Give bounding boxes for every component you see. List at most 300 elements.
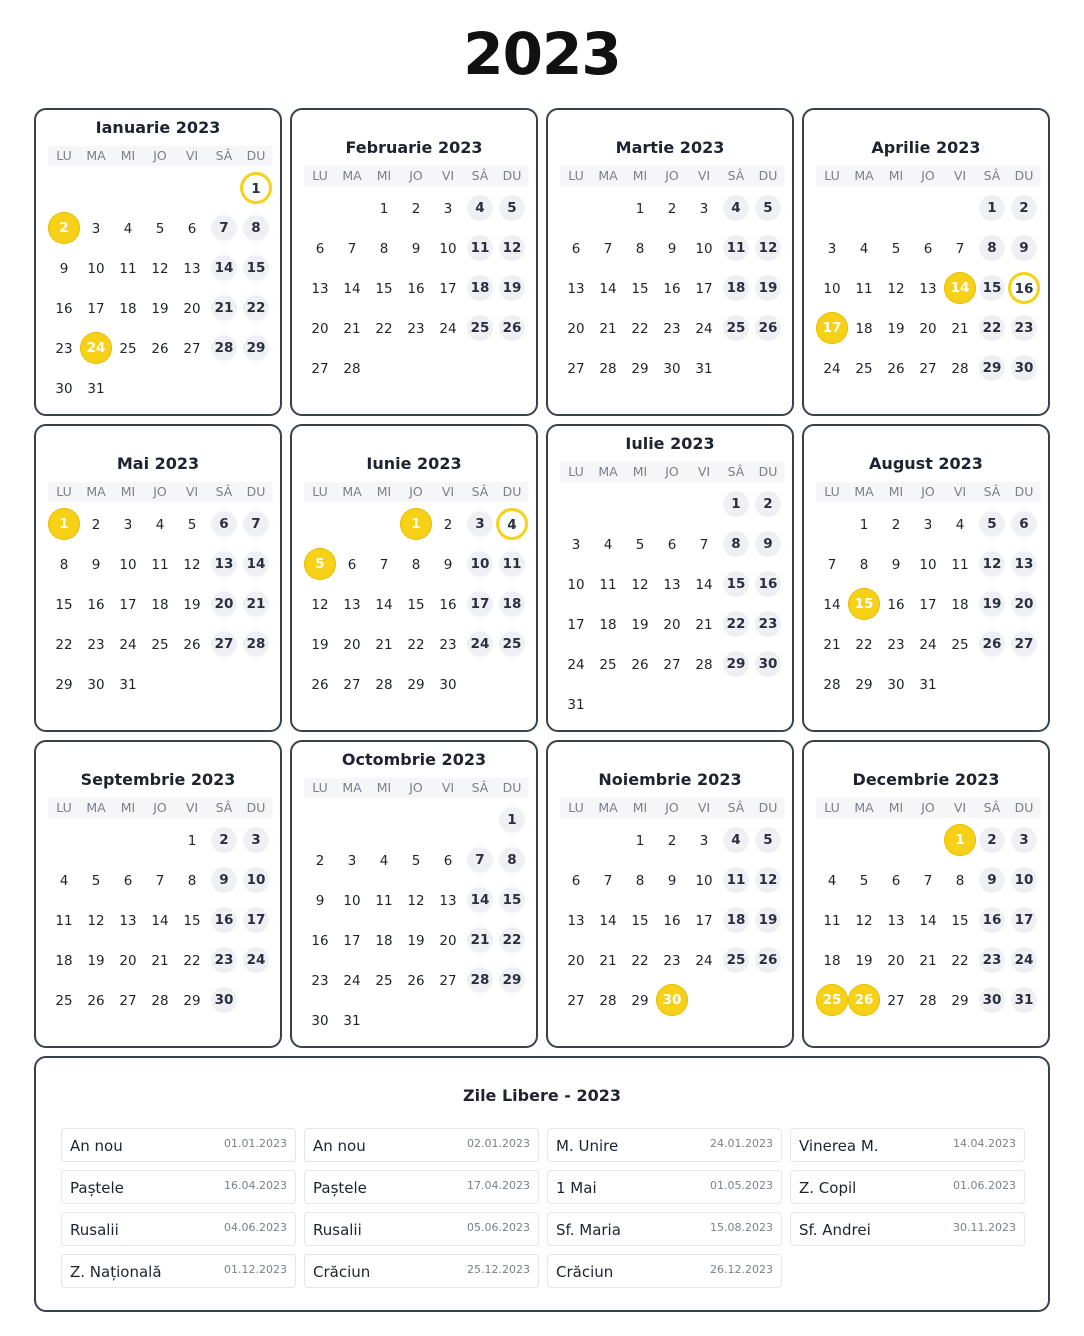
day-cell (880, 906, 912, 936)
weekend-day (240, 254, 272, 284)
weekday-label: MI (376, 168, 392, 183)
weekday-label: MA (854, 168, 874, 183)
day-number: 26 (499, 315, 525, 341)
day-number: 24 (439, 321, 457, 337)
day-cell (816, 354, 848, 384)
day-cell (304, 886, 336, 916)
weekday-label: JO (409, 780, 423, 795)
day-cell (304, 1006, 336, 1036)
day-cell (624, 234, 656, 264)
weekend-day (752, 906, 784, 936)
day-number: 11 (823, 913, 841, 929)
day-cell (656, 946, 688, 976)
day-cell (80, 946, 112, 976)
day-number: 24 (695, 953, 713, 969)
holiday-day (816, 986, 848, 1016)
day-number: 22 (631, 321, 649, 337)
day-number: 12 (755, 867, 781, 893)
weekend-day (752, 234, 784, 264)
day-number: 24 (119, 637, 137, 653)
day-number: 21 (919, 953, 937, 969)
day-number: 22 (55, 637, 73, 653)
day-number: 12 (631, 577, 649, 593)
weekday-label: SÂ (471, 780, 489, 795)
weekend-day (208, 294, 240, 324)
day-number: 12 (183, 557, 201, 573)
month-title: August 2023 (869, 454, 983, 473)
weekend-day (976, 826, 1008, 856)
day-number: 29 (979, 355, 1005, 381)
day-cell (592, 906, 624, 936)
day-number: 23 (663, 953, 681, 969)
day-number: 30 (211, 987, 237, 1013)
day-cell (368, 630, 400, 660)
day-cell (592, 986, 624, 1016)
day-number: 26 (979, 631, 1005, 657)
day-number: 2 (211, 827, 237, 853)
day-cell (144, 510, 176, 540)
day-cell (944, 314, 976, 344)
day-number: 7 (827, 557, 837, 573)
weekday-header (304, 166, 528, 186)
day-number: 22 (375, 321, 393, 337)
day-number: 31 (119, 677, 137, 693)
holiday-day (48, 510, 80, 540)
weekday-label: LU (56, 484, 72, 499)
day-cell (48, 374, 80, 404)
weekend-day (208, 826, 240, 856)
weekend-day (496, 234, 528, 264)
day-number: 20 (343, 637, 361, 653)
day-number: 9 (979, 867, 1005, 893)
day-number: 16 (211, 907, 237, 933)
day-cell (592, 570, 624, 600)
day-number: 26 (311, 677, 329, 693)
day-number: 8 (243, 215, 269, 241)
day-cell (880, 550, 912, 580)
day-number: 24 (467, 631, 493, 657)
day-cell (560, 866, 592, 896)
weekend-day (208, 630, 240, 660)
weekday-label: SÂ (215, 148, 233, 163)
weekday-label: VI (697, 168, 711, 183)
weekday-header (304, 778, 528, 798)
holiday-item (304, 1128, 539, 1162)
day-number: 30 (55, 381, 73, 397)
day-number: 25 (816, 984, 848, 1016)
day-cell (336, 550, 368, 580)
day-cell (48, 550, 80, 580)
day-number: 13 (663, 577, 681, 593)
weekend-day (240, 214, 272, 244)
weekday-label: SÂ (983, 168, 1001, 183)
day-cell (688, 906, 720, 936)
day-cell (848, 630, 880, 660)
day-cell (560, 234, 592, 264)
day-cell (432, 630, 464, 660)
day-number: 28 (243, 631, 269, 657)
weekday-label: JO (921, 800, 935, 815)
holiday-item (790, 1212, 1025, 1246)
weekend-day (496, 966, 528, 996)
weekday-label: MI (888, 800, 904, 815)
weekend-day (240, 826, 272, 856)
day-number: 12 (855, 913, 873, 929)
weekend-day (1008, 234, 1040, 264)
day-cell (304, 314, 336, 344)
weekday-label: DU (502, 780, 522, 795)
day-cell (880, 234, 912, 264)
weekday-header (816, 166, 1040, 186)
weekend-day (240, 906, 272, 936)
day-number: 1 (240, 172, 272, 204)
day-cell (912, 866, 944, 896)
day-number: 26 (887, 361, 905, 377)
weekend-day (720, 570, 752, 600)
day-cell (432, 926, 464, 956)
day-number: 1 (859, 517, 869, 533)
day-number: 15 (631, 913, 649, 929)
day-cell (112, 334, 144, 364)
weekday-label: VI (697, 800, 711, 815)
day-number: 19 (755, 275, 781, 301)
day-cell (368, 274, 400, 304)
day-number: 1 (635, 833, 645, 849)
day-number: 2 (411, 201, 421, 217)
day-cell (368, 670, 400, 700)
day-cell (368, 886, 400, 916)
holiday-item (547, 1254, 782, 1288)
day-number: 11 (55, 913, 73, 929)
day-number: 13 (439, 893, 457, 909)
day-number: 12 (407, 893, 425, 909)
holiday-day (944, 826, 976, 856)
day-number: 25 (151, 637, 169, 653)
day-cell (112, 946, 144, 976)
day-cell (400, 886, 432, 916)
holiday-item (61, 1254, 296, 1288)
day-number: 15 (55, 597, 73, 613)
day-number: 1 (944, 824, 976, 856)
day-number: 7 (955, 241, 965, 257)
day-cell (336, 1006, 368, 1036)
weekday-header (48, 146, 272, 166)
day-number: 2 (891, 517, 901, 533)
weekend-day (208, 906, 240, 936)
day-cell (912, 234, 944, 264)
month-card (546, 424, 794, 732)
holiday-weekend-day (1008, 274, 1040, 304)
day-number: 29 (499, 967, 525, 993)
month-title: Martie 2023 (615, 138, 725, 157)
day-cell (112, 294, 144, 324)
day-number: 24 (1011, 947, 1037, 973)
day-number: 3 (923, 517, 933, 533)
day-cell (432, 510, 464, 540)
day-cell (560, 986, 592, 1016)
day-cell (336, 354, 368, 384)
day-cell (336, 314, 368, 344)
day-number: 4 (467, 195, 493, 221)
day-number: 1 (379, 201, 389, 217)
day-cell (80, 510, 112, 540)
weekend-day (976, 274, 1008, 304)
day-number: 30 (311, 1013, 329, 1029)
day-cell (48, 294, 80, 324)
month-card (290, 740, 538, 1048)
day-cell (432, 886, 464, 916)
day-cell (144, 294, 176, 324)
holiday-item (304, 1170, 539, 1204)
day-cell (560, 690, 592, 720)
day-cell (848, 550, 880, 580)
weekday-label: DU (758, 464, 778, 479)
day-cell (624, 530, 656, 560)
weekend-day (1008, 354, 1040, 384)
holiday-item (547, 1128, 782, 1162)
day-number: 2 (443, 517, 453, 533)
day-number: 16 (663, 281, 681, 297)
day-cell (560, 570, 592, 600)
day-number: 22 (723, 611, 749, 637)
day-number: 16 (407, 281, 425, 297)
holiday-day (848, 986, 880, 1016)
day-number: 14 (375, 597, 393, 613)
day-number: 27 (343, 677, 361, 693)
day-number: 9 (667, 873, 677, 889)
weekend-day (496, 590, 528, 620)
day-cell (880, 510, 912, 540)
day-number: 28 (951, 361, 969, 377)
month-card (546, 108, 794, 416)
weekday-label: MI (376, 780, 392, 795)
day-number: 20 (183, 301, 201, 317)
holiday-date: 01.06.2023 (953, 1179, 1016, 1192)
day-number: 17 (243, 907, 269, 933)
day-number: 27 (887, 993, 905, 1009)
day-cell (112, 866, 144, 896)
day-number: 10 (919, 557, 937, 573)
weekday-label: MA (598, 464, 618, 479)
day-number: 8 (979, 235, 1005, 261)
day-cell (144, 334, 176, 364)
weekend-day (496, 550, 528, 580)
weekday-label: MI (888, 484, 904, 499)
day-number: 7 (347, 241, 357, 257)
day-number: 20 (211, 591, 237, 617)
day-number: 29 (723, 651, 749, 677)
weekend-day (240, 866, 272, 896)
day-number: 9 (411, 241, 421, 257)
day-number: 10 (439, 241, 457, 257)
weekend-day (1008, 986, 1040, 1016)
weekend-day (240, 946, 272, 976)
day-number: 9 (59, 261, 69, 277)
day-number: 14 (343, 281, 361, 297)
day-number: 14 (919, 913, 937, 929)
month-title: Mai 2023 (116, 454, 200, 473)
day-number: 18 (823, 953, 841, 969)
holiday-name: Z. Națională (70, 1263, 162, 1281)
weekday-label: LU (568, 800, 584, 815)
day-number: 21 (823, 637, 841, 653)
day-cell (880, 986, 912, 1016)
day-cell (816, 946, 848, 976)
weekday-label: LU (56, 148, 72, 163)
day-number: 3 (827, 241, 837, 257)
weekday-label: SÂ (727, 800, 745, 815)
day-number: 19 (887, 321, 905, 337)
weekend-day (1008, 630, 1040, 660)
day-number: 6 (347, 557, 357, 573)
day-number: 21 (211, 295, 237, 321)
day-number: 2 (91, 517, 101, 533)
day-cell (80, 254, 112, 284)
day-cell (816, 274, 848, 304)
day-number: 21 (375, 637, 393, 653)
day-cell (944, 630, 976, 660)
weekend-day (1008, 906, 1040, 936)
day-cell (48, 906, 80, 936)
weekday-header (560, 798, 784, 818)
day-number: 25 (467, 315, 493, 341)
day-cell (80, 670, 112, 700)
day-cell (688, 194, 720, 224)
weekday-label: MI (120, 148, 136, 163)
day-number: 14 (467, 887, 493, 913)
day-number: 25 (723, 315, 749, 341)
day-number: 17 (439, 281, 457, 297)
weekend-day (464, 590, 496, 620)
day-number: 19 (87, 953, 105, 969)
day-cell (304, 274, 336, 304)
day-cell (400, 846, 432, 876)
day-cell (688, 274, 720, 304)
day-number: 20 (439, 933, 457, 949)
weekday-label: DU (502, 484, 522, 499)
month-card (802, 424, 1050, 732)
day-number: 3 (571, 537, 581, 553)
weekday-header (304, 482, 528, 502)
day-number: 5 (411, 853, 421, 869)
weekend-day (976, 354, 1008, 384)
weekend-day (752, 274, 784, 304)
holiday-name: Paștele (313, 1179, 367, 1197)
day-number: 5 (979, 511, 1005, 537)
day-number: 7 (379, 557, 389, 573)
day-cell (656, 906, 688, 936)
day-number: 15 (183, 913, 201, 929)
day-number: 20 (119, 953, 137, 969)
weekday-label: VI (185, 800, 199, 815)
day-cell (432, 194, 464, 224)
month-card (34, 108, 282, 416)
weekend-day (208, 254, 240, 284)
holiday-date: 05.06.2023 (467, 1221, 530, 1234)
month-title: Octombrie 2023 (341, 750, 487, 769)
day-cell (176, 866, 208, 896)
day-cell (816, 550, 848, 580)
day-cell (880, 670, 912, 700)
day-number: 13 (567, 281, 585, 297)
weekday-header (560, 166, 784, 186)
day-number: 18 (855, 321, 873, 337)
weekend-day (976, 314, 1008, 344)
weekday-label: MA (342, 780, 362, 795)
day-number: 26 (87, 993, 105, 1009)
day-number: 4 (59, 873, 69, 889)
day-cell (368, 926, 400, 956)
day-cell (560, 530, 592, 560)
weekend-day (464, 630, 496, 660)
weekend-day (240, 550, 272, 580)
day-cell (656, 610, 688, 640)
day-number: 10 (467, 551, 493, 577)
day-cell (624, 650, 656, 680)
weekend-day (752, 866, 784, 896)
day-number: 17 (87, 301, 105, 317)
day-cell (336, 846, 368, 876)
day-cell (688, 866, 720, 896)
day-number: 17 (467, 591, 493, 617)
day-number: 9 (315, 893, 325, 909)
month-title: Iunie 2023 (366, 454, 462, 473)
month-title: Februarie 2023 (345, 138, 483, 157)
day-number: 10 (823, 281, 841, 297)
day-number: 25 (951, 637, 969, 653)
day-cell (560, 906, 592, 936)
day-number: 26 (183, 637, 201, 653)
day-number: 24 (343, 973, 361, 989)
month-title: Iulie 2023 (625, 434, 715, 453)
day-number: 28 (151, 993, 169, 1009)
weekday-label: DU (1014, 800, 1034, 815)
day-cell (944, 866, 976, 896)
months-grid (34, 108, 1050, 1048)
day-cell (304, 846, 336, 876)
day-cell (80, 630, 112, 660)
weekend-day (208, 550, 240, 580)
day-number: 24 (919, 637, 937, 653)
day-number: 30 (439, 677, 457, 693)
weekend-day (208, 866, 240, 896)
day-number: 31 (87, 381, 105, 397)
day-number: 29 (631, 361, 649, 377)
day-cell (400, 550, 432, 580)
weekend-day (240, 294, 272, 324)
weekend-day (1008, 510, 1040, 540)
day-number: 25 (499, 631, 525, 657)
day-cell (560, 946, 592, 976)
weekday-label: MI (632, 800, 648, 815)
day-number: 26 (407, 973, 425, 989)
day-number: 11 (723, 235, 749, 261)
day-cell (592, 530, 624, 560)
holiday-item (61, 1128, 296, 1162)
day-number: 7 (923, 873, 933, 889)
month-card (34, 740, 282, 1048)
day-number: 3 (91, 221, 101, 237)
day-number: 28 (823, 677, 841, 693)
day-cell (112, 906, 144, 936)
weekend-day (496, 314, 528, 344)
day-cell (656, 866, 688, 896)
day-cell (112, 986, 144, 1016)
holiday-name: M. Unire (556, 1137, 619, 1155)
day-number: 8 (635, 241, 645, 257)
holiday-item (547, 1170, 782, 1204)
day-cell (656, 826, 688, 856)
